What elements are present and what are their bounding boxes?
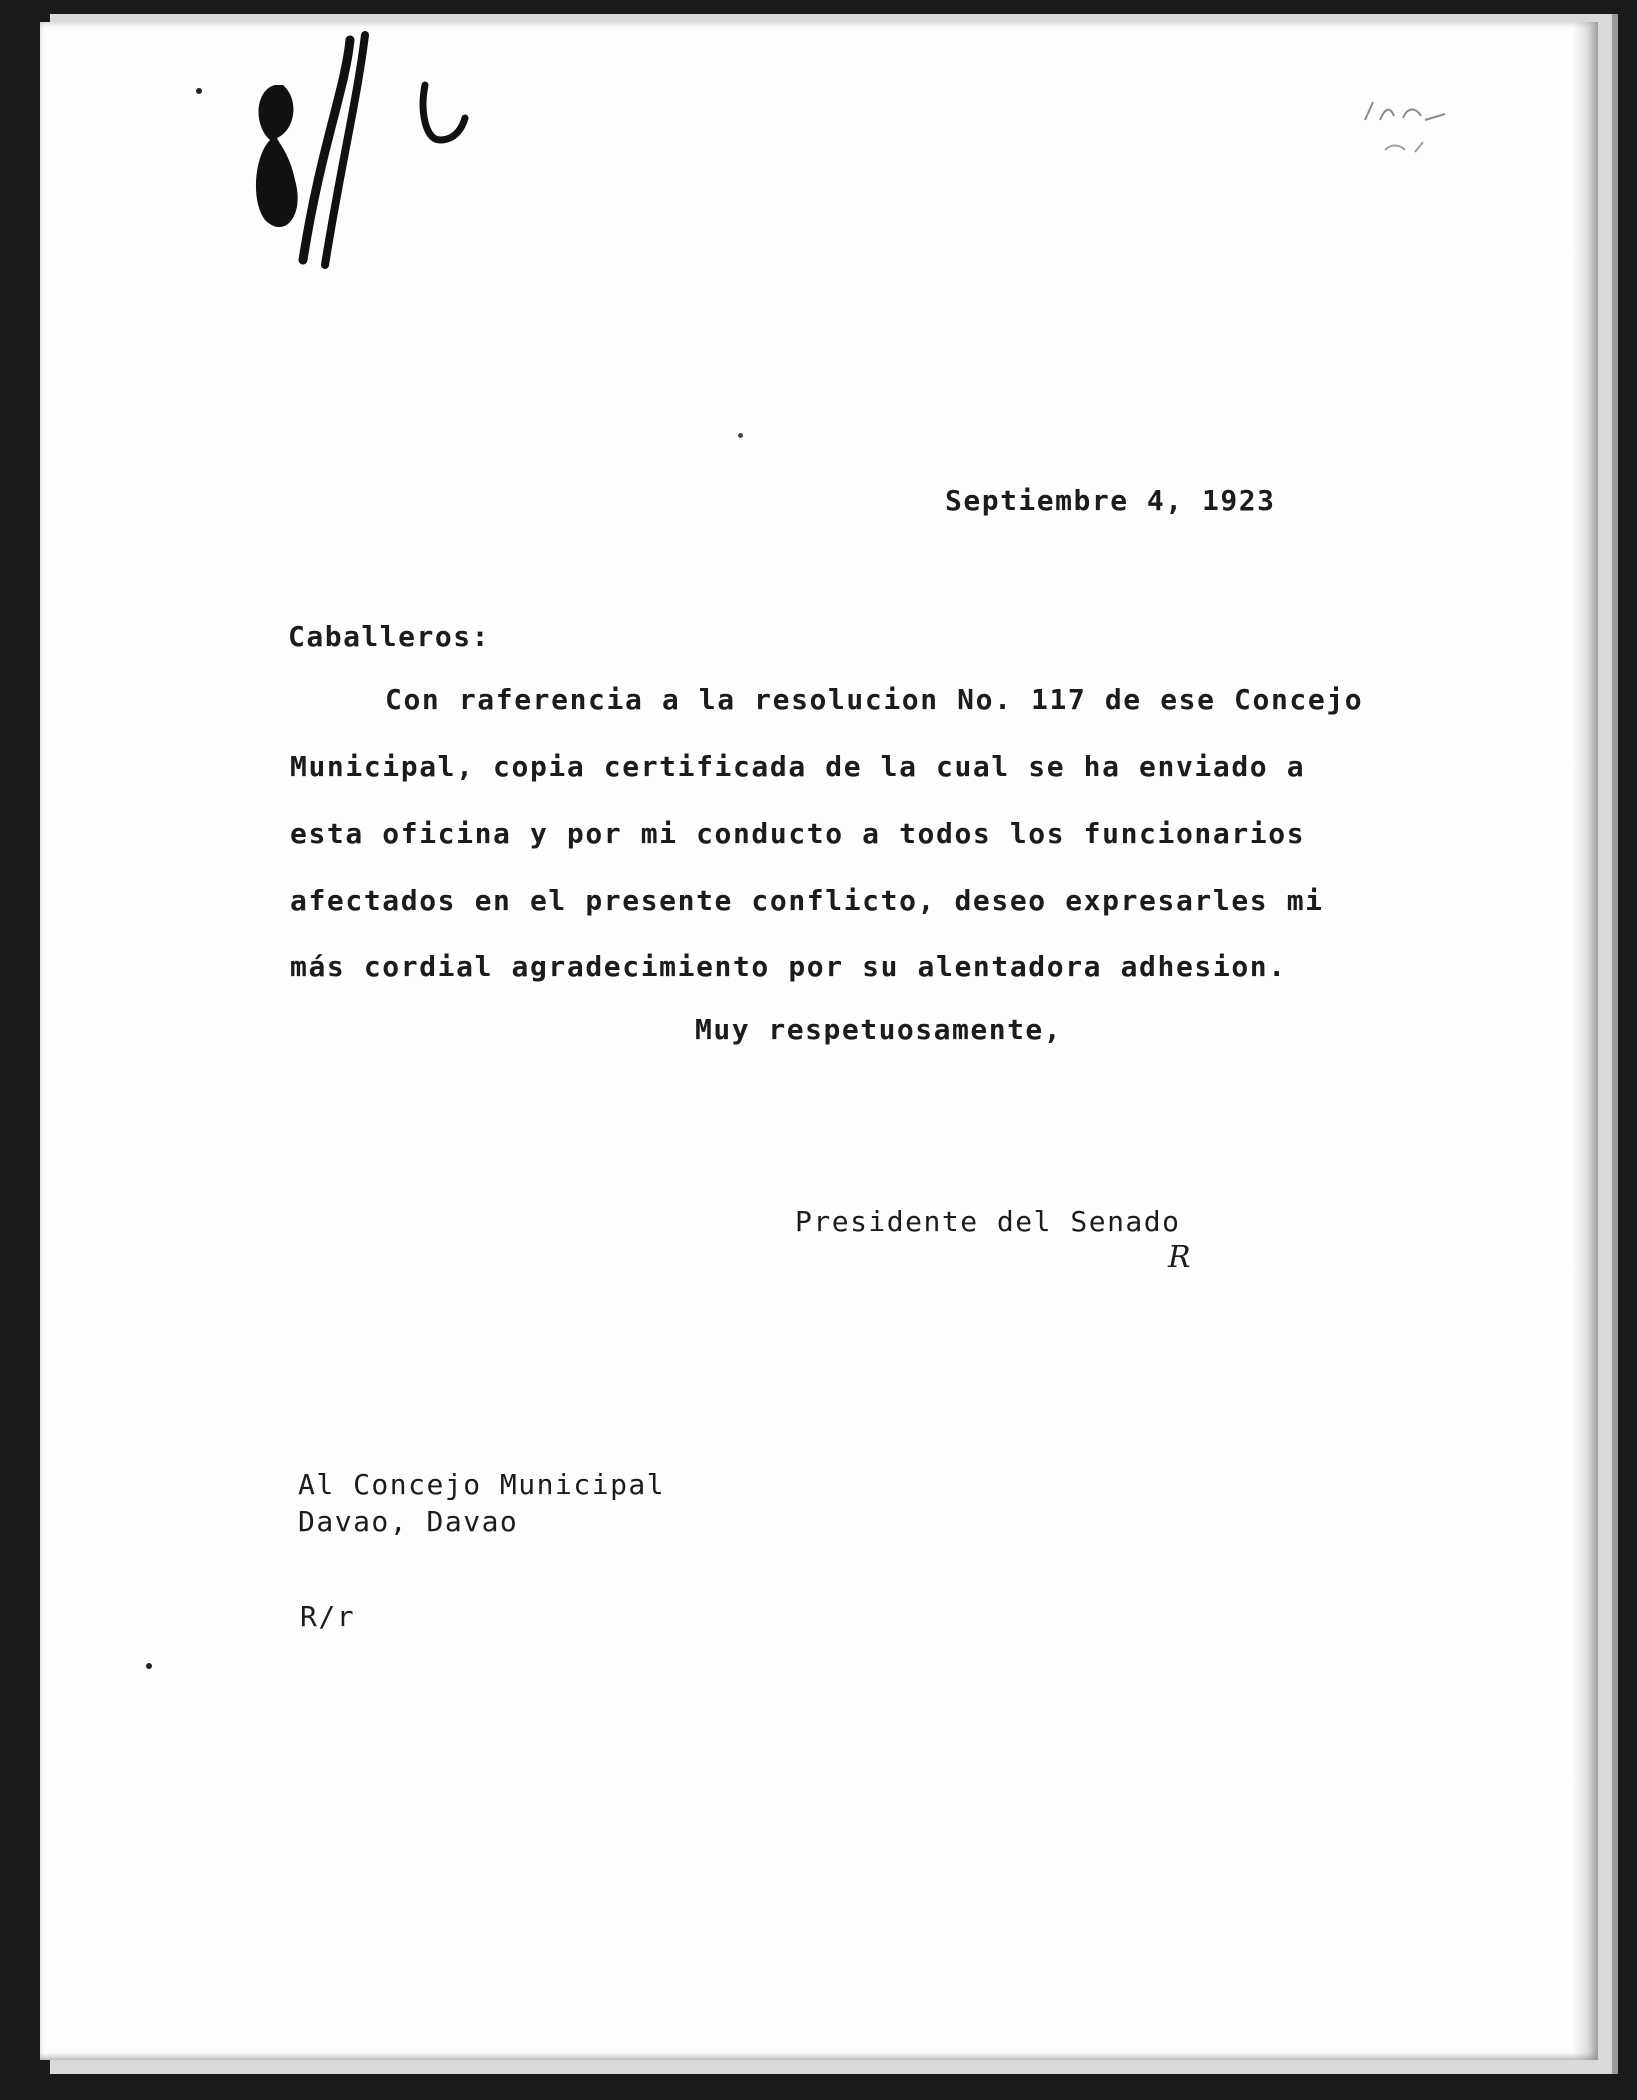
letter-closing: Muy respetuosamente,: [695, 1013, 1063, 1046]
addressee-line-1: Al Concejo Municipal: [298, 1468, 666, 1501]
u-stroke-icon: [423, 85, 465, 140]
body-line: Con raferencia a la resolucion No. 117 de ese Concejo: [385, 683, 1364, 716]
ink-blot-icon: [256, 85, 298, 227]
letter-salutation: Caballeros:: [288, 620, 490, 653]
letter-date: Septiembre 4, 1923: [945, 484, 1276, 517]
reference-initials: R/r: [300, 1600, 356, 1633]
body-line: Municipal, copia certificada de la cual se ha enviado a: [290, 750, 1306, 783]
signature-initial: R: [1168, 1240, 1193, 1275]
body-line: esta oficina y por mi conducto a todos los funcionarios: [290, 817, 1306, 850]
body-line: más cordial agradecimiento por su alentadora adhesion.: [290, 950, 1287, 983]
addressee-line-2: Davao, Davao: [298, 1505, 519, 1538]
handwritten-file-mark: [225, 30, 485, 280]
ink-speck: [196, 88, 202, 94]
pencil-note: [1355, 90, 1465, 170]
ink-speck: [738, 433, 743, 438]
body-line: afectados en el presente conflicto, deseo expresarles mi: [290, 884, 1324, 917]
signatory-title: Presidente del Senado: [795, 1205, 1181, 1238]
ink-speck: [146, 1663, 152, 1669]
paper-edge-shadow: [1572, 22, 1598, 2060]
